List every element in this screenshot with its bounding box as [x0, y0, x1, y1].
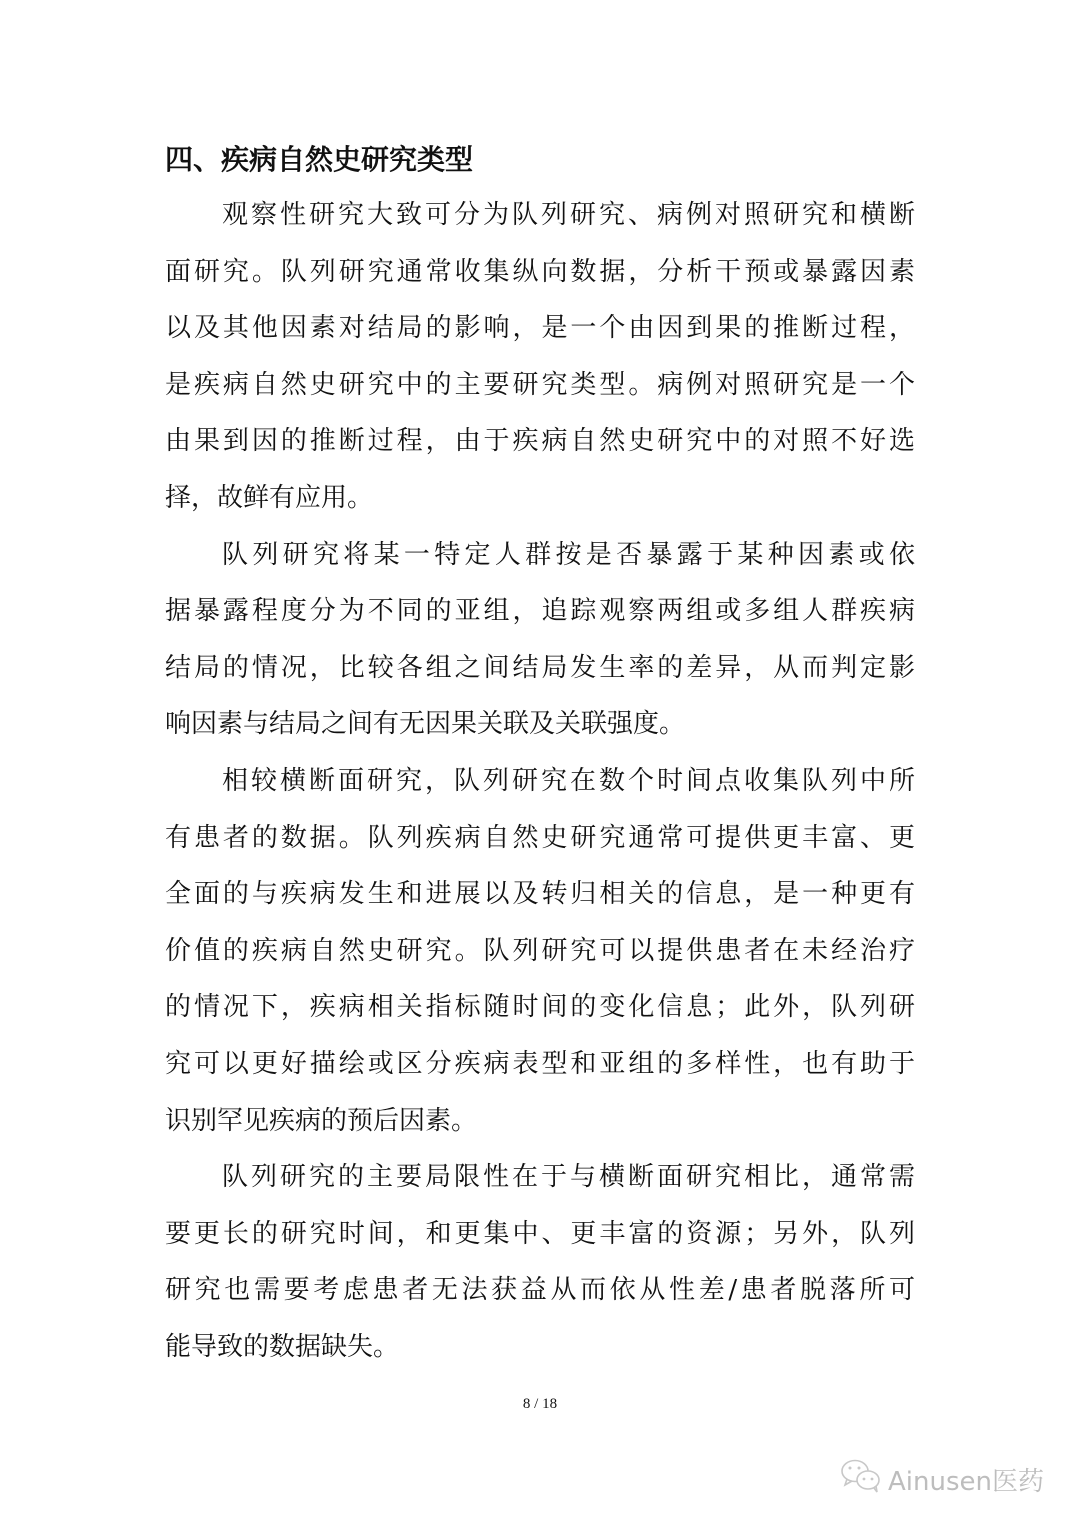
paragraph-3-line: 相较横断面研究，队列研究在数个时间点收集队列中所 — [222, 765, 915, 796]
paragraph-4-line: 队列研究的主要局限性在于与横断面研究相比，通常需 — [222, 1162, 915, 1193]
paragraph-3-line: 全面的与疾病发生和进展以及转归相关的信息，是一种更有 — [165, 879, 915, 910]
paragraph-1-line: 以及其他因素对结局的影响，是一个由因到果的推断过程， — [165, 313, 915, 344]
paragraph-3-line: 有患者的数据。队列疾病自然史研究通常可提供更丰富、更 — [165, 822, 915, 853]
paragraph-1-line: 择，故鲜有应用。 — [165, 482, 374, 513]
wechat-icon — [840, 1458, 884, 1501]
watermark-text: Ainusen医药 — [888, 1467, 1044, 1497]
paragraph-3-line: 的情况下，疾病相关指标随时间的变化信息；此外，队列研 — [165, 992, 915, 1023]
paragraph-2-line: 据暴露程度分为不同的亚组，追踪观察两组或多组人群疾病 — [165, 596, 915, 627]
paragraph-2-line: 队列研究将某一特定人群按是否暴露于某种因素或依 — [222, 539, 915, 570]
paragraph-1-line: 观察性研究大致可分为队列研究、病例对照研究和横断 — [222, 200, 915, 230]
document-body — [165, 187, 915, 1375]
section-heading: 四、疾病自然史研究类型 — [165, 143, 474, 176]
paragraph-3-line: 究可以更好描绘或区分疾病表型和亚组的多样性，也有助于 — [165, 1048, 915, 1079]
paragraph-2-line: 结局的情况，比较各组之间结局发生率的差异，从而判定影 — [165, 652, 915, 683]
paragraph-4-line: 能导致的数据缺失。 — [165, 1331, 400, 1362]
paragraph-4-line: 要更长的研究时间，和更集中、更丰富的资源；另外，队列 — [165, 1218, 915, 1249]
paragraph-1-line: 由果到因的推断过程，由于疾病自然史研究中的对照不好选 — [165, 426, 915, 457]
page-number: 8 / 18 — [522, 1396, 558, 1412]
paragraph-3-line: 价值的疾病自然史研究。队列研究可以提供患者在未经治疗 — [165, 935, 915, 966]
paragraph-4-line: 研究也需要考虑患者无法获益从而依从性差/患者脱落所可 — [165, 1275, 915, 1306]
paragraph-1-line: 面研究。队列研究通常收集纵向数据，分析干预或暴露因素 — [165, 256, 915, 287]
paragraph-1-line: 是疾病自然史研究中的主要研究类型。病例对照研究是一个 — [165, 369, 915, 400]
watermark — [840, 1458, 1044, 1501]
paragraph-3-line: 识别罕见疾病的预后因素。 — [165, 1105, 478, 1136]
paragraph-2-line: 响因素与结局之间有无因果关联及关联强度。 — [165, 709, 686, 740]
